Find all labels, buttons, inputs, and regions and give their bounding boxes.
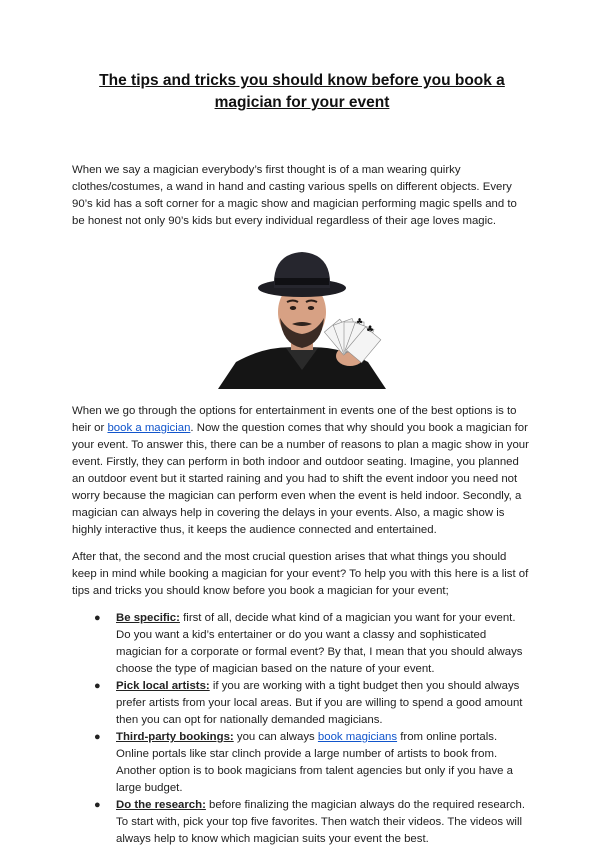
tip-text-after: from online portals. Online portals like star clinch provide a large number of artists to book from. Another option is to book magicians from talent agencies but only if you have a large budget. [116,731,514,794]
magician-photo [198,244,406,389]
tip-heading: Do the research: [116,799,206,811]
para2-text-after: . Now the question comes that why should you book a magician for your event. To answer this, there can be a number of reasons to plan a magic show in your event. Firstly, they can perform in both indoor and outdoor seating. Imagine, you planned an outdoor event but it started raining and you had to shift the event indoor you need not worry because the magician can perform even when the event is held indoor. Secondly, a magician can always help in covering the delays in your events. Also, a magic show is highly interactive thus, it keeps the audience connected and entertained. [72,422,529,536]
tip-text: if you are working with a tight budget then you should always prefer artists from your local areas. But if you are willing to spend a good amount then you can opt for nationally demanded magicians. [116,680,523,726]
tip-heading: Third-party bookings: [116,731,234,743]
question-paragraph: After that, the second and the most crucial question arises that what things you should keep in mind while booking a magician for your event? To help you with this here is a list of tips and tricks you should know before you book a magician for your event; [72,551,529,597]
document-title: The tips and tricks you should know before you book a magician for your event [99,72,505,111]
bullet-icon: ● [94,731,101,743]
para2-text-before: When we go through the options for entertainment in events one of the best options is to heir or [72,405,517,434]
document-page [72,70,532,848]
list-item [94,729,532,797]
bullet-icon: ● [94,612,101,624]
intro-paragraph: When we say a magician everybody’s first thought is of a man wearing quirky clothes/costumes, a wand in hand and casting various spells on different objects. Every 90’s kid has a soft corner for a magic show and magician performing magic spells and to be honest not only 90’s kids but every individual regardless of their age loves magic. [72,164,517,227]
list-item [94,610,532,678]
book-magicians-link[interactable]: book magicians [317,731,398,743]
tip-text: before finalizing the magician always do the required research. To start with, pick your top five favorites. Then watch their videos. The videos will always help to know which magician suits your event the best. [116,799,526,845]
tip-text-before: you can always [233,731,318,743]
list-item [94,678,532,729]
tips-list [72,610,532,848]
bullet-icon: ● [94,799,101,811]
svg-text:♣: ♣ [366,325,375,335]
tip-heading: Pick local artists: [116,680,210,692]
svg-text:♣: ♣ [356,317,364,326]
entertainment-paragraph [72,403,532,539]
book-a-magician-link[interactable]: book a magician [107,422,191,434]
tip-text: first of all, decide what kind of a magician you want for your event. Do you want a kid’s entertainer or do you want a classy and sophisticated magician for a corporate or formal event? By that, I mean that you should always choose the type of magician based on the nature of your event. [116,612,523,675]
tip-heading: Be specific: [116,612,180,624]
bullet-icon: ● [94,680,101,692]
list-item [94,797,532,848]
